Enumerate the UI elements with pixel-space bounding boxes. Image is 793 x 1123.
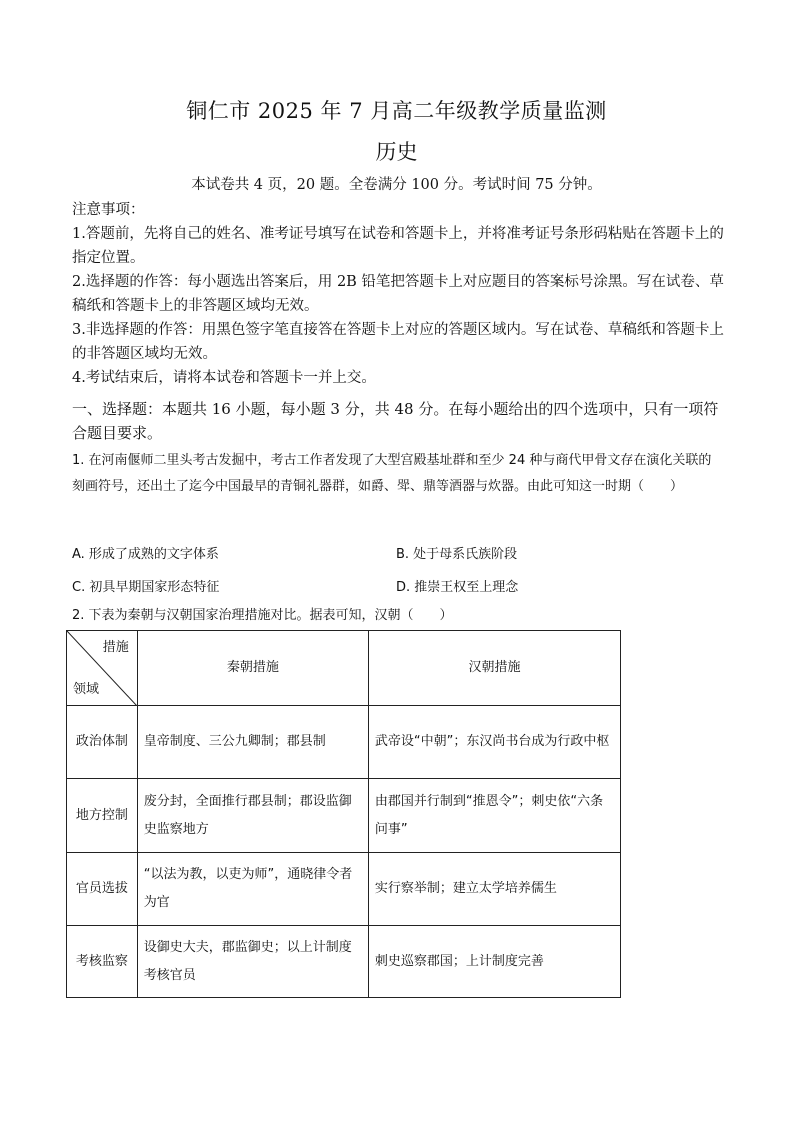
column-header-han: 汉朝措施 — [368, 631, 620, 706]
table-row — [67, 853, 621, 926]
exam-subject: 历史 — [375, 140, 418, 164]
row-field: 考核监察 — [67, 926, 138, 998]
table-header-row — [67, 631, 621, 706]
table-corner-cell — [67, 631, 138, 706]
option-a[interactable]: A. 形成了成熟的文字体系 — [72, 547, 219, 562]
table-row — [67, 779, 621, 853]
notes-heading: 注意事项： — [72, 202, 145, 218]
option-c[interactable]: C. 初具早期国家形态特征 — [72, 580, 220, 595]
corner-label-field: 领域 — [73, 682, 100, 697]
section-heading: 一、选择题：本题共 16 小题，每小题 3 分，共 48 分。在每小题给出的四个选项中，只有一项符合题目要求。 — [72, 400, 719, 442]
note-item: 1.答题前，先将自己的姓名、准考证号填写在试卷和答题卡上，并将准考证号条形码粘贴在答题卡上的指定位置。 — [72, 226, 724, 266]
row-han-measure: 武帝设“中朝”；东汉尚书台成为行政中枢 — [368, 706, 620, 779]
row-field: 官员选拔 — [67, 853, 138, 926]
column-header-qin: 秦朝措施 — [137, 631, 368, 706]
notes-section — [72, 198, 724, 390]
note-item: 4.考试结束后，请将本试卷和答题卡一并上交。 — [72, 370, 376, 386]
table-row — [67, 706, 621, 779]
note-item: 3.非选择题的作答：用黑色签字笔直接答在答题卡上对应的答题区域内。写在试卷、草稿纸和答题卡上的非答题区域均无效。 — [72, 322, 724, 362]
row-han-measure: 刺史巡察郡国；上计制度完善 — [368, 926, 620, 998]
corner-label-measures: 措施 — [102, 640, 129, 655]
question-2-stem: 2. 下表为秦朝与汉朝国家治理措施对比。据表可知，汉朝（ ） — [72, 608, 453, 623]
row-qin-measure: 皇帝制度、三公九卿制；郡县制 — [137, 706, 368, 779]
row-han-measure: 实行察举制；建立太学培养儒生 — [368, 853, 620, 926]
exam-title: 铜仁市 2025 年 7 月高二年级教学质量监测 — [186, 99, 607, 123]
row-qin-measure: 废分封，全面推行郡县制；郡设监御史监察地方 — [137, 779, 368, 853]
question-1-stem: 1. 在河南偃师二里头考古发掘中，考古工作者发现了大型宫殿基址群和至少 24 种与商代甲骨文存在演化关联的刻画符号，还出土了迄今中国最早的青铜礼器群，如爵、斝、鼎等酒器与炊器。由此可知这一时期（ ） — [72, 453, 712, 494]
exam-intro: 本试卷共 4 页，20 题。全卷满分 100 分。考试时间 75 分钟。 — [191, 177, 602, 193]
row-qin-measure: 设御史大夫，郡监御史；以上计制度考核官员 — [137, 926, 368, 998]
row-han-measure: 由郡国并行制到“推恩令”；刺史依“六条问事” — [368, 779, 620, 853]
row-qin-measure: “以法为教，以吏为师”，通晓律令者为官 — [137, 853, 368, 926]
note-item: 2.选择题的作答：每小题选出答案后，用 2B 铅笔把答题卡上对应题目的答案标号涂黑。写在试卷、草稿纸和答题卡上的非答题区域均无效。 — [72, 274, 724, 314]
row-field: 政治体制 — [67, 706, 138, 779]
comparison-table — [66, 630, 621, 998]
row-field: 地方控制 — [67, 779, 138, 853]
table-row — [67, 926, 621, 998]
option-b[interactable]: B. 处于母系氏族阶段 — [396, 547, 518, 562]
option-d[interactable]: D. 推崇王权至上理念 — [396, 580, 519, 595]
